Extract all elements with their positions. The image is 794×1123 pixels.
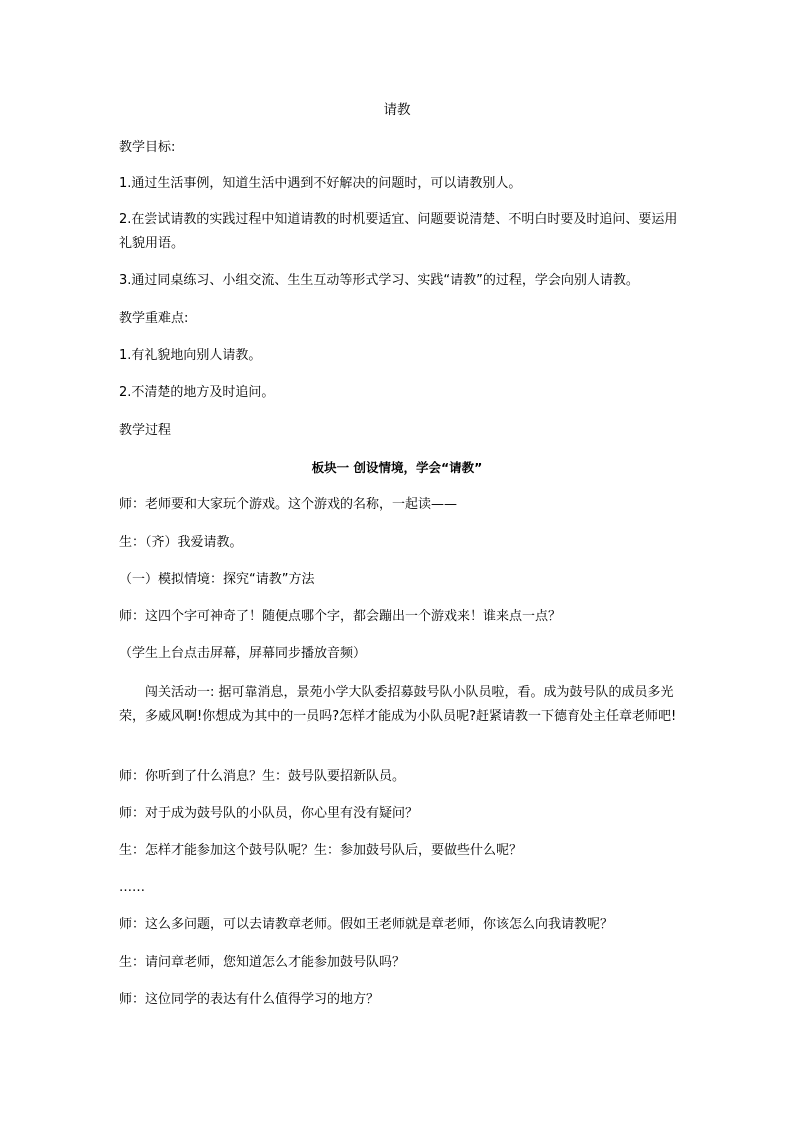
dialogue-line: 师：你听到了什么消息？生：鼓号队要招新队员。	[119, 769, 406, 784]
dialogue-line: 师：这位同学的表达有什么值得学习的地方？	[119, 992, 380, 1007]
document-title: 请教	[383, 102, 411, 118]
objective-item: 2.在尝试请教的实践过程中知道请教的时机要适宜、问题要说清楚、不明白时要及时追问、要运用礼貌用语。	[119, 212, 678, 251]
key-points-heading: 教学重难点:	[119, 311, 189, 326]
stage-direction: （学生上台点击屏幕，屏幕同步播放音频）	[119, 646, 367, 661]
objective-item: 1.通过生活事例，知道生活中遇到不好解决的问题时，可以请教别人。	[119, 176, 522, 191]
activity-paragraph: 闯关活动一: 据可靠消息，景苑小学大队委招募鼓号队小队员啦，看。成为鼓号队的成员多光荣，多威风啊!你想成为其中的一员吗?怎样才能成为小队员呢?赶紧请教一下德育处主任章老师吧!	[119, 685, 677, 724]
objectives-heading: 教学目标:	[119, 140, 176, 155]
objective-item: 3.通过同桌练习、小组交流、生生互动等形式学习、实践“请教”的过程，学会向别人请教。	[119, 273, 639, 288]
section-title: 板块一 创设情境，学会“请教”	[311, 460, 483, 475]
dialogue-line: 生：请问章老师，您知道怎么才能参加鼓号队吗？	[119, 955, 406, 970]
dialogue-line: 师：对于成为鼓号队的小队员，你心里有没有疑问？	[119, 806, 419, 821]
key-point-item: 1.有礼貌地向别人请教。	[119, 348, 262, 363]
dialogue-line: 师：老师要和大家玩个游戏。这个游戏的名称，一起读——	[119, 497, 458, 512]
dialogue-line: 生：怎样才能参加这个鼓号队呢？生：参加鼓号队后，要做些什么呢？	[119, 843, 523, 858]
dialogue-line: 师：这四个字可神奇了！随便点哪个字，都会蹦出一个游戏来！谁来点一点？	[119, 609, 562, 624]
dialogue-line: 师：这么多问题，可以去请教章老师。假如王老师就是章老师，你该怎么向我请教呢？	[119, 917, 614, 932]
key-point-item: 2.不清楚的地方及时追问。	[119, 385, 275, 400]
dialogue-line: 生：（齐）我爱请教。	[119, 535, 243, 550]
subsection-heading: （一）模拟情境：探究“请教”方法	[119, 572, 315, 587]
ellipsis: ……	[119, 880, 145, 895]
process-heading: 教学过程	[119, 423, 172, 438]
